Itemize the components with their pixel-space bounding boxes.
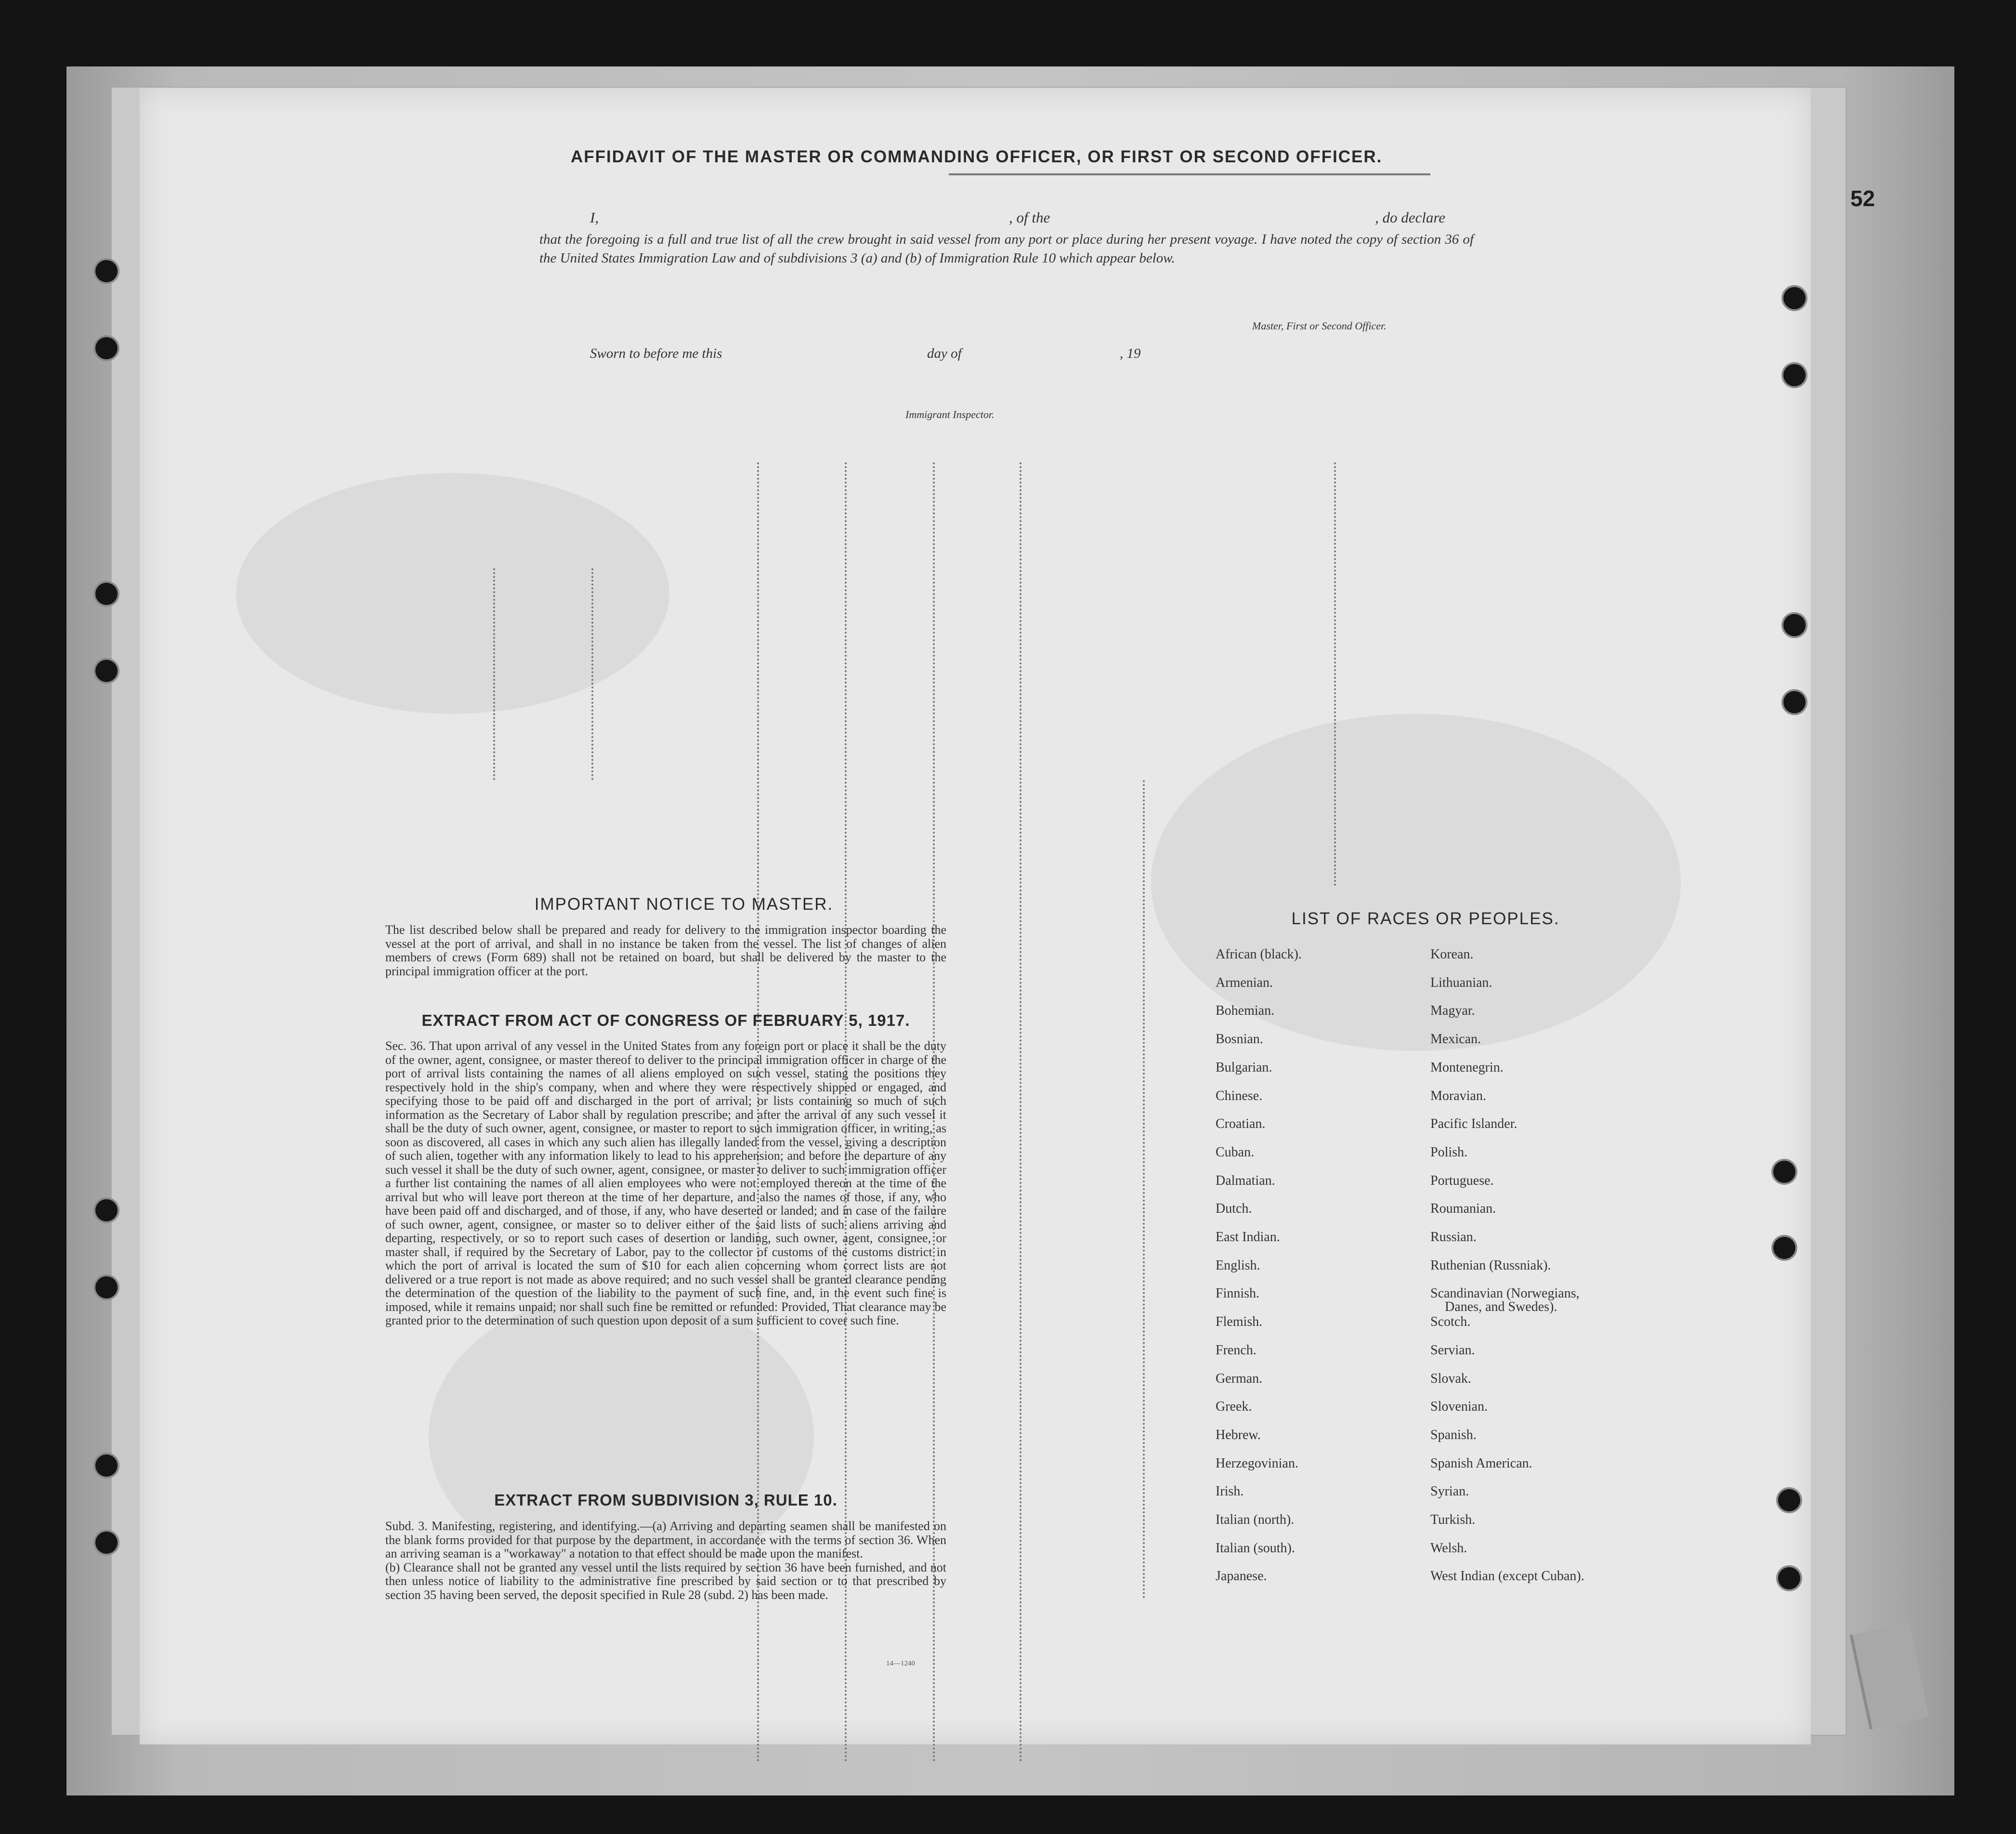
race-item: Herzegovinian. — [1216, 1455, 1298, 1471]
race-item: English. — [1216, 1258, 1260, 1273]
race-item: Bosnian. — [1216, 1032, 1263, 1047]
inspector-caption: Immigrant Inspector. — [905, 408, 995, 420]
race-item: Moravian. — [1430, 1088, 1486, 1103]
race-item: Slovak. — [1430, 1371, 1471, 1386]
column-rule — [1143, 780, 1147, 1599]
race-item: Polish. — [1430, 1144, 1468, 1160]
binder-hole — [1773, 1161, 1795, 1183]
act-section-36-text: Sec. 36. That upon arrival of any vessel in the United States from any foreign port or place it shall be the duty of the owner, agent, consignee, or master thereof to deliver to the principal immigration officer in charge of the port of arrival lists containing the names of all aliens employed on such vessel, stating the positions they respectively hold in the ship's company, when and where they were respectively shipped or engaged, and specifying those to be paid off and discharged in the port of arrival; or lists containing so much of such information as the Secretary of Labor shall by regulation prescribe; and after the arrival of any such vessel it shall be the duty of such owner, agent, consignee, or master to report to such immigration officer, in writing, as soon as discovered, all cases in which any such alien has illegally landed from the vessel, giving a description of such alien, together with any information likely to lead to his apprehension; and before the departure of any such vessel it shall be the duty of such owner, agent, consignee, or master to deliver to such immigration officer a further list containing the names of all alien employees who were not employed thereon at the time of the arrival but who will leave port thereon at the time of her departure, and also the names of those, if any, who have been paid off and discharged, and of those, if any, who have deserted or landed; and in case of the failure of such owner, agent, consignee, or master so to deliver either of the said lists of such aliens arriving and departing, respectively, or so to report such cases of desertion or landing, such owner, agent, consignee, or master shall, if required by the Secretary of Labor, pay to the collector of customs of the customs district in which the port of arrival is located the sum of $10 for each alien concerning whom correct lists are not delivered or a true report is not made as above required; and no such vessel shall be granted clearance pending the determination of the question of the liability to the payment of such fine, and, in the event such fine is imposed, while it remains unpaid; nor shall such fine be remitted or refunded: Provided, That clearance may be granted prior to the determination of such question upon deposit of a sum sufficient to cover such fine. — [385, 1039, 946, 1327]
affidavit-title: AFFIDAVIT OF THE MASTER OR COMMANDING OFFICER, OR FIRST OR SECOND OFFICER. — [571, 147, 1383, 166]
race-item: German. — [1216, 1371, 1263, 1386]
race-item: Montenegrin. — [1430, 1060, 1504, 1075]
race-item: Welsh. — [1430, 1540, 1467, 1556]
race-item: Servian. — [1430, 1342, 1475, 1358]
race-item: Pacific Islander. — [1430, 1116, 1518, 1132]
races-title: LIST OF RACES OR PEOPLES. — [1291, 909, 1560, 928]
race-item: Hebrew. — [1216, 1427, 1261, 1442]
binder-hole — [1783, 287, 1806, 309]
race-item: Irish. — [1216, 1484, 1244, 1499]
binder-hole — [95, 1532, 118, 1554]
binder-hole — [95, 583, 118, 605]
race-item: Bulgarian. — [1216, 1060, 1272, 1075]
column-rule — [1334, 462, 1338, 886]
race-item: Flemish. — [1216, 1314, 1263, 1330]
race-item: Mexican. — [1430, 1032, 1481, 1047]
sworn-text: Sworn to before me this — [590, 346, 722, 361]
race-item: Spanish American. — [1430, 1455, 1532, 1471]
binder-hole — [1773, 1237, 1795, 1259]
race-item: Roumanian. — [1430, 1201, 1496, 1217]
race-item: Dutch. — [1216, 1201, 1252, 1217]
race-item: Greek. — [1216, 1399, 1252, 1415]
column-rule — [591, 568, 595, 780]
race-item: African (black). — [1216, 947, 1302, 962]
binder-hole — [95, 1199, 118, 1221]
master-signature-caption: Master, First or Second Officer. — [1252, 320, 1387, 332]
rule-heading: EXTRACT FROM SUBDIVISION 3, RULE 10. — [494, 1491, 838, 1509]
race-item: East Indian. — [1216, 1230, 1280, 1244]
race-item: Lithuanian. — [1430, 975, 1492, 990]
race-item: Korean. — [1430, 947, 1474, 962]
binder-hole — [1783, 364, 1806, 386]
day-of-text: day of — [927, 346, 962, 361]
race-item: Cuban. — [1216, 1144, 1255, 1160]
column-rule — [493, 568, 497, 780]
rule-text — [385, 1520, 946, 1602]
race-item: Portuguese. — [1430, 1173, 1494, 1188]
binder-hole — [95, 260, 118, 282]
affidavit-body: that the foregoing is a full and true list of all the crew brought in said vessel from any port or place during her present voyage. I have noted the copy of section 36 of the United States Immigration Law and of subdivisions 3 (a) and (b) of Immigration Rule 10 which appear below. — [539, 232, 1474, 266]
race-item: Italian (south). — [1216, 1540, 1295, 1556]
race-item: Scandinavian (Norwegians, — [1430, 1286, 1580, 1301]
race-item: Japanese. — [1216, 1569, 1267, 1584]
form-number: 14—1240 — [886, 1660, 915, 1667]
binder-hole — [95, 337, 118, 359]
binder-hole — [1783, 691, 1806, 713]
rule-para-a: Subd. 3. Manifesting, registering, and identifying.—(a) Arriving and departing seamen shall be manifested on the blank forms provided for that purpose by the department, in accordance with the terms of section 36. When an arriving seaman is a "workaway" a notation to that effect should be made upon the manifest. — [385, 1519, 946, 1560]
race-item: Spanish. — [1430, 1427, 1477, 1442]
year-text: , 19 — [1120, 346, 1141, 361]
race-item: Magyar. — [1430, 1003, 1475, 1019]
race-item: French. — [1216, 1342, 1257, 1358]
race-item: Armenian. — [1216, 975, 1273, 990]
page-number: 52 — [1850, 186, 1875, 211]
notice-title: IMPORTANT NOTICE TO MASTER. — [534, 895, 834, 914]
rule-para-b: (b) Clearance shall not be granted any vessel until the lists required by section 36 have been furnished, and not then unless notice of liability to the administrative fine prescribed by said section or to that prescribed by section 35 having been served, the deposit specified in Rule 28 (subd. 2) has been made. — [385, 1560, 946, 1602]
binder-hole — [1778, 1567, 1800, 1589]
race-item: Turkish. — [1430, 1512, 1476, 1527]
binder-hole — [1783, 614, 1806, 636]
race-item: Danes, and Swedes). — [1445, 1299, 1558, 1315]
declaration-i: I, — [590, 209, 599, 226]
race-item: West Indian (except Cuban). — [1430, 1569, 1584, 1584]
race-item: Slovenian. — [1430, 1399, 1488, 1415]
binder-hole — [95, 660, 118, 682]
binder-hole — [95, 1276, 118, 1298]
race-item: Bohemian. — [1216, 1003, 1275, 1019]
race-item: Croatian. — [1216, 1116, 1266, 1132]
declaration-of-the: , of the — [1009, 209, 1050, 226]
race-item: Chinese. — [1216, 1088, 1263, 1103]
race-item: Ruthenian (Russniak). — [1430, 1258, 1551, 1273]
act-heading: EXTRACT FROM ACT OF CONGRESS OF FEBRUARY 5, 1917. — [421, 1011, 910, 1029]
race-item: Scotch. — [1430, 1314, 1471, 1330]
race-item: Russian. — [1430, 1230, 1477, 1244]
declaration-do-declare: , do declare — [1375, 209, 1446, 226]
binder-hole — [1778, 1489, 1800, 1511]
race-item: Finnish. — [1216, 1286, 1260, 1301]
title-underline — [949, 173, 1430, 175]
binder-hole — [95, 1454, 118, 1477]
notice-text: The list described below shall be prepared and ready for delivery to the immigration inspector boarding the vessel at the port of arrival, and shall in no instance be taken from the vessel. The list of changes of alien members of crews (Form 689) shall not be retained on board, but shall be delivered by the master to the principal immigration officer at the port. — [385, 923, 946, 978]
race-item: Italian (north). — [1216, 1512, 1295, 1527]
race-item: Dalmatian. — [1216, 1173, 1275, 1188]
column-rule — [1020, 462, 1023, 1763]
race-item: Syrian. — [1430, 1484, 1469, 1499]
